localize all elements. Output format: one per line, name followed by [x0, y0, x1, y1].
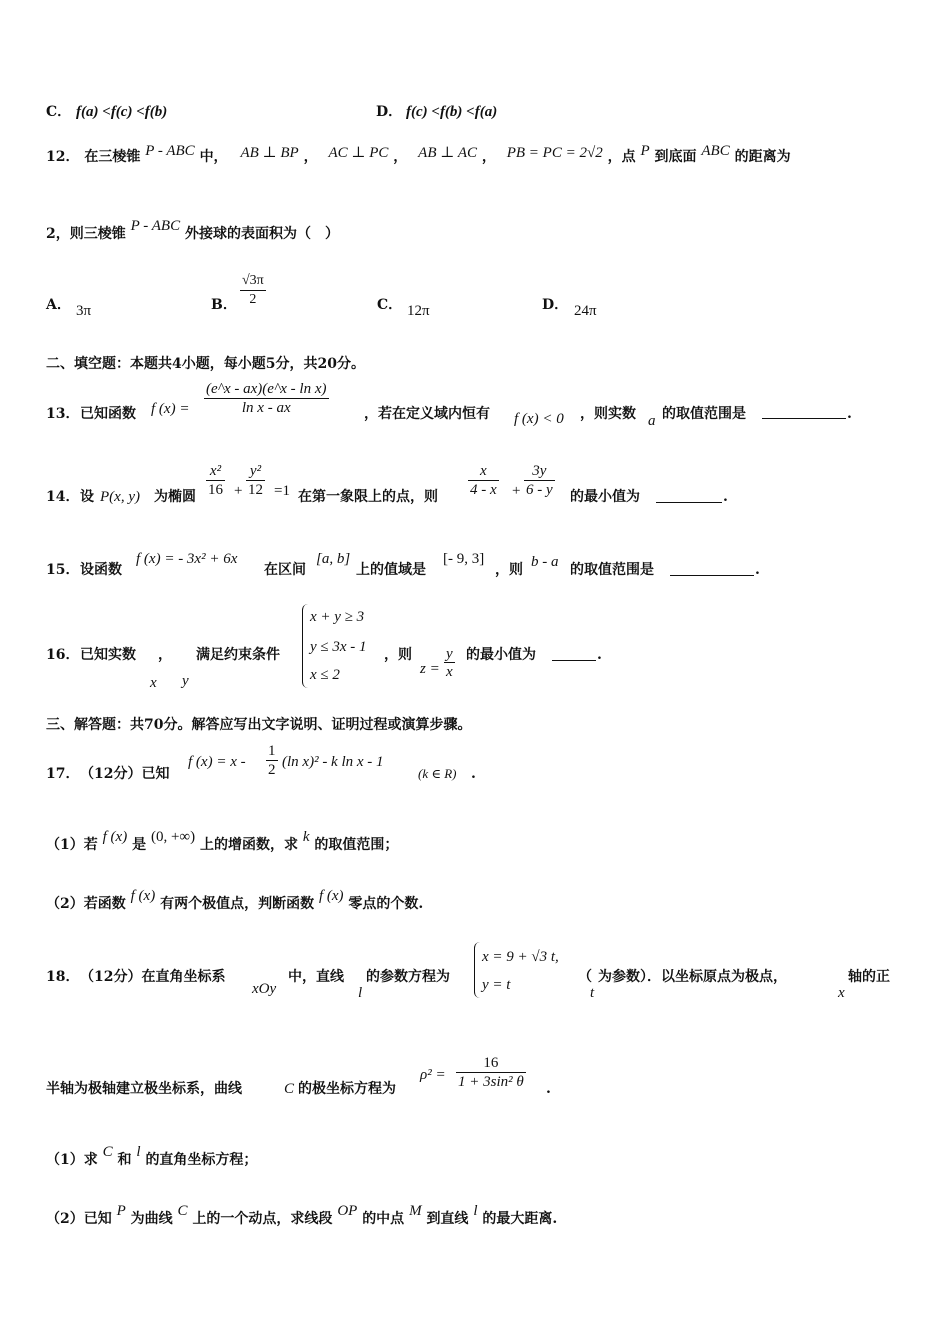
- q12-text: ，: [481, 149, 496, 165]
- q12-math: ABC: [701, 143, 730, 159]
- q18-line1: [46, 940, 910, 1000]
- fraction-numerator: y²: [246, 462, 265, 481]
- q18-math: OP: [337, 1203, 358, 1219]
- fraction-denominator: 16: [208, 482, 223, 498]
- q11-option-c-text: f(a) <f(c) <f(b): [76, 104, 168, 120]
- fraction-numerator: 16: [456, 1054, 526, 1073]
- q18-math: ρ² =: [420, 1067, 446, 1083]
- q12-text: 2，则三棱锥: [46, 226, 126, 242]
- q14: [46, 462, 910, 518]
- q18-text: （12分）在直角坐标系: [80, 969, 226, 985]
- q11-options: [46, 103, 910, 121]
- q12-text: 的距离为: [734, 149, 791, 165]
- q12-text: 中，: [199, 149, 228, 165]
- q18-rho-fraction: [456, 1054, 526, 1091]
- q12-line1: [46, 143, 910, 166]
- q14-text: 为椭圆: [154, 489, 196, 505]
- q17-number: 17．: [46, 766, 80, 782]
- fraction-numerator: y: [446, 646, 453, 662]
- q15-math: b - a: [531, 554, 559, 570]
- q12-option-b-fraction: [240, 272, 266, 309]
- q11-option-c-label: C．: [46, 104, 72, 120]
- q12-text: 到底面: [654, 149, 697, 165]
- q16-constraint-3: x ≤ 2: [310, 667, 340, 683]
- q17-text: （2）若函数: [46, 896, 126, 912]
- q18-text: 的极坐标方程为: [298, 1081, 396, 1097]
- q12-option-a-label: A．: [46, 297, 71, 313]
- q12-text: 在三棱锥: [84, 149, 141, 165]
- q14-text: 在第一象限上的点，则: [298, 489, 438, 505]
- q12-text: ，: [393, 149, 408, 165]
- q18-math: xOy: [252, 981, 277, 997]
- q18-text: （: [578, 969, 592, 985]
- q14-fraction-4: [524, 462, 555, 499]
- q13-math: f (x) =: [151, 401, 190, 417]
- q17-part1: [46, 829, 910, 854]
- q14-fraction-1: [206, 462, 225, 499]
- q18-param-2: y = t: [482, 977, 511, 993]
- q15: [46, 548, 910, 578]
- q18-text: 为参数）．以坐标原点为极点，: [598, 969, 787, 985]
- q13-answer-blank[interactable]: [762, 418, 846, 419]
- q15-text: 上的值域是: [356, 562, 426, 578]
- fraction-denominator: 2: [249, 292, 257, 307]
- fraction-denominator: 1 + 3sin² θ: [458, 1074, 524, 1090]
- q16-text: .: [597, 647, 602, 663]
- q18-math: l: [358, 985, 363, 1001]
- q14-fraction-3: [468, 462, 499, 499]
- q16-text: 的最小值为: [466, 647, 536, 663]
- q12-math: AC ⊥ PC: [328, 145, 389, 161]
- q17-text: 零点的个数.: [348, 896, 424, 912]
- q12-option-c-label: C．: [377, 297, 403, 313]
- q18-text: 为曲线: [130, 1211, 173, 1227]
- q18-text: 和: [117, 1152, 132, 1168]
- q12-math: P: [640, 143, 650, 159]
- q16-text: ，: [158, 647, 172, 663]
- q12-line2: [46, 218, 910, 243]
- q14-answer-blank[interactable]: [656, 502, 722, 503]
- q12-math: P - ABC: [145, 143, 195, 159]
- q11-option-d-text: f(c) <f(b) <f(a): [406, 104, 498, 120]
- q18-math: P: [116, 1203, 126, 1219]
- fraction-numerator: √3π: [240, 272, 266, 291]
- q18-math: C: [284, 1081, 295, 1097]
- q18-math: t: [590, 985, 595, 1001]
- q13-math: a: [648, 413, 656, 429]
- fraction-numerator: (e^x - ax)(e^x - ln x): [206, 381, 327, 397]
- q13-text: 的取值范围是: [662, 406, 746, 422]
- q17-math: f (x): [102, 829, 128, 845]
- q18-math: x: [838, 985, 845, 1001]
- q17-text: 上的增函数，求: [199, 837, 298, 853]
- q16-math: y: [182, 673, 189, 689]
- q15-answer-blank[interactable]: [670, 575, 754, 576]
- q11-option-d-label: D．: [376, 104, 403, 120]
- q18-text: 上的一个动点，求线段: [192, 1211, 333, 1227]
- q15-text: 的取值范围是: [570, 562, 654, 578]
- q13-text: .: [847, 406, 852, 422]
- q16-text: 已知实数: [80, 647, 136, 663]
- q12-option-d-label: D．: [542, 297, 569, 313]
- q17-part2: [46, 888, 910, 913]
- fraction-denominator: x: [446, 664, 453, 680]
- q13-text: ，若在定义域内恒有: [364, 406, 490, 422]
- q17-text: （1）若: [46, 837, 98, 853]
- q17-half-fraction: [266, 742, 278, 779]
- q18-text: 的中点: [362, 1211, 405, 1227]
- q16: [46, 604, 910, 692]
- q18-text: 到直线: [426, 1211, 469, 1227]
- fraction-numerator: x²: [206, 462, 225, 481]
- q17-text: 的取值范围；: [314, 837, 399, 853]
- q16-constraint-1: x + y ≥ 3: [310, 609, 365, 625]
- q15-text: 设函数: [80, 562, 122, 578]
- q15-text: 在区间: [264, 562, 306, 578]
- q15-math: [- 9, 3]: [443, 551, 485, 567]
- q16-math: x: [150, 675, 157, 691]
- q13: [46, 378, 910, 434]
- q14-text: 设: [80, 489, 94, 505]
- q16-answer-blank[interactable]: [552, 660, 596, 661]
- q18-text: 中，直线: [288, 969, 344, 985]
- q17-text: .: [471, 766, 476, 782]
- fraction-denominator: ln x - ax: [241, 400, 291, 416]
- fraction-denominator: 2: [268, 762, 276, 778]
- q15-math: f (x) = - 3x² + 6x: [136, 551, 238, 567]
- q18-number: 18．: [46, 969, 80, 985]
- plus-sign: +: [512, 483, 521, 499]
- fraction-denominator: 12: [248, 482, 263, 498]
- q12-math: AB ⊥ AC: [418, 145, 477, 161]
- q17-math: k: [302, 829, 310, 845]
- q16-fraction: [444, 646, 455, 681]
- q18-line2: [46, 1052, 910, 1098]
- q18-text: 半轴为极轴建立极坐标系，曲线: [46, 1081, 242, 1097]
- q18-text: .: [546, 1081, 551, 1097]
- q16-constraint-2: y ≤ 3x - 1: [310, 639, 367, 655]
- q12-text: ，点: [607, 149, 636, 165]
- q18-math: C: [177, 1203, 188, 1219]
- q18-text: 的参数方程为: [366, 969, 450, 985]
- q18-math: C: [102, 1144, 113, 1160]
- section2-heading: 二、填空题：本题共4小题，每小题5分，共20分。: [46, 356, 365, 372]
- q14-fraction-2: [246, 462, 265, 499]
- q17-math: f (x): [130, 888, 156, 904]
- q13-text: ，则实数: [580, 406, 636, 422]
- q17-math: (0, +∞): [150, 829, 196, 845]
- q18-text: 的直角坐标方程；: [145, 1152, 258, 1168]
- q18-text: （2）已知: [46, 1211, 112, 1227]
- fraction-denominator: 4 - x: [470, 482, 497, 498]
- fraction-numerator: 1: [268, 743, 276, 759]
- q15-number: 15．: [46, 562, 80, 578]
- q16-text: ，则: [384, 647, 412, 663]
- q18-math: l: [136, 1144, 141, 1160]
- q17-text: （12分）已知: [80, 766, 170, 782]
- q14-math: =1: [274, 483, 290, 499]
- q18-part2: [46, 1203, 910, 1228]
- q12-option-c-value: 12π: [407, 303, 430, 319]
- q12-option-a-value: 3π: [76, 303, 92, 319]
- fraction-numerator: 3y: [524, 462, 555, 481]
- q18-math: M: [409, 1203, 422, 1219]
- q12-math: AB ⊥ BP: [240, 145, 299, 161]
- q12-math: P - ABC: [130, 218, 181, 234]
- q14-math: P(x, y): [100, 489, 140, 505]
- q18-part1: [46, 1144, 910, 1169]
- q17-math: (k ∈ R): [418, 766, 457, 781]
- q15-text: ，则: [495, 562, 523, 578]
- q14-number: 14．: [46, 489, 80, 505]
- q12-option-d-value: 24π: [574, 303, 597, 319]
- section3-heading: 三、解答题：共70分。解答应写出文字说明、证明过程或演算步骤。: [46, 717, 472, 733]
- q17-math: (ln x)² - k ln x - 1: [282, 754, 384, 770]
- q13-number: 13．: [46, 406, 80, 422]
- q12-text: ，: [303, 149, 318, 165]
- q18-text: 轴的正: [848, 969, 890, 985]
- q17-text: 是: [132, 837, 147, 853]
- q18-param-brace: [474, 942, 481, 998]
- q12-number: 12．: [46, 149, 80, 165]
- q14-text: .: [723, 489, 728, 505]
- q18-text: （1）求: [46, 1152, 98, 1168]
- fraction-denominator: 6 - y: [526, 482, 553, 498]
- q14-text: 的最小值为: [570, 489, 640, 505]
- q15-math: [a, b]: [316, 551, 351, 567]
- q16-number: 16．: [46, 647, 80, 663]
- q17-math: f (x): [318, 888, 344, 904]
- q18-text: 的最大距离.: [482, 1211, 558, 1227]
- q13-math: f (x) < 0: [514, 411, 564, 427]
- q18-param-1: x = 9 + √3 t,: [482, 949, 559, 965]
- q13-text: 已知函数: [80, 406, 136, 422]
- fraction-numerator: x: [468, 462, 499, 481]
- q16-text: 满足约束条件: [196, 647, 280, 663]
- q17-text: 有两个极值点，判断函数: [160, 896, 315, 912]
- q12-math: PB = PC = 2√2: [506, 145, 603, 161]
- q12-options: [46, 272, 910, 322]
- q12-text: 外接球的表面积为（ ）: [184, 226, 339, 242]
- plus-sign: +: [234, 483, 243, 499]
- q16-constraint-brace: [302, 604, 309, 688]
- q16-math: z =: [420, 661, 440, 677]
- q12-option-b-label: B．: [211, 297, 237, 313]
- q15-text: .: [755, 562, 760, 578]
- q17-math: f (x) = x -: [188, 754, 246, 770]
- q13-fraction: [204, 380, 329, 417]
- q18-math: l: [473, 1203, 478, 1219]
- q17: [46, 740, 910, 786]
